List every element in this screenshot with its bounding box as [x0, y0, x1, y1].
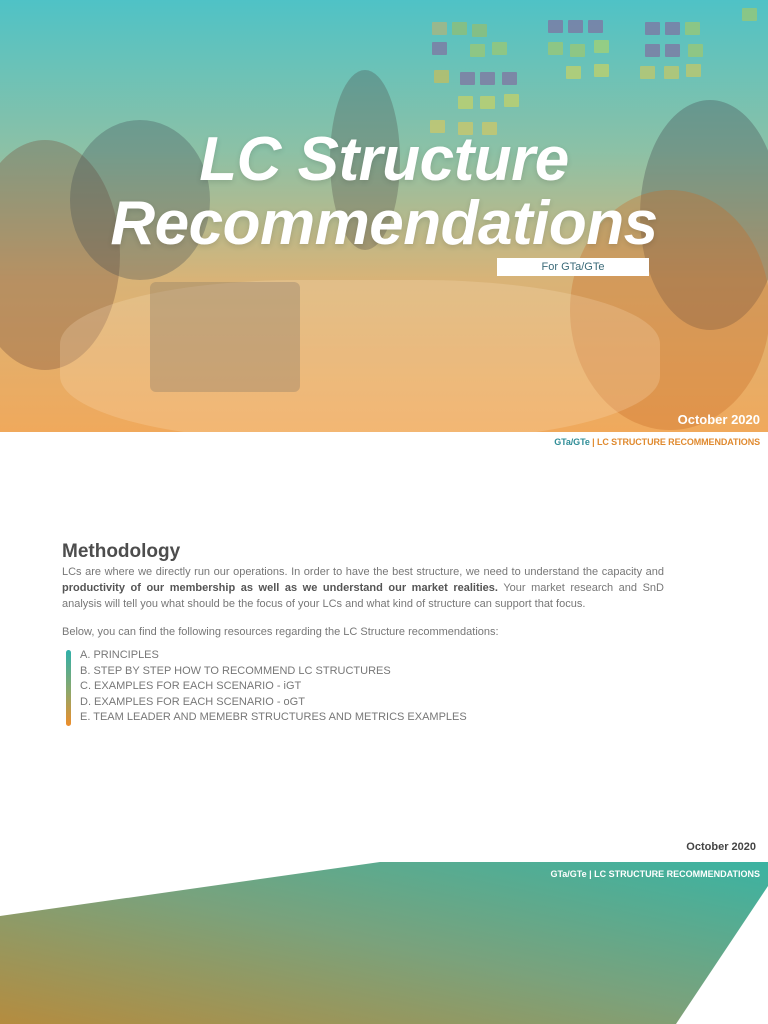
bottom-date: October 2020	[686, 841, 756, 853]
header-brand-label	[554, 437, 760, 447]
cover-title-line2: Recommendations	[110, 189, 658, 258]
brand-text: LC STRUCTURE RECOMMENDATIONS	[596, 437, 760, 447]
cover-title	[0, 125, 768, 258]
list-item: A. PRINCIPLES	[80, 649, 159, 661]
list-item: D. EXAMPLES FOR EACH SCENARIO - oGT	[80, 695, 305, 708]
bottom-brand-label: GTa/GTe | LC STRUCTURE RECOMMENDATIONS	[550, 869, 760, 879]
brand-prefix: GTa/GTe	[554, 437, 590, 447]
list-item: E. TEAM LEADER AND MEMEBR STRUCTURES AND METRICS EXAMPLES	[80, 711, 467, 723]
cover-subtitle: For GTa/GTe	[497, 258, 649, 276]
list-item: C. EXAMPLES FOR EACH SCENARIO - iGT	[80, 680, 302, 692]
cover-hero	[0, 0, 768, 432]
methodology-heading: Methodology	[62, 541, 181, 562]
methodology-paragraph-bold: productivity of our membership as well as we understand our market realities.	[62, 582, 498, 594]
resources-gradient-bar	[66, 650, 71, 726]
bottom-gradient-band	[0, 862, 768, 1024]
brand-separator: |	[589, 437, 597, 447]
resources-list	[62, 648, 664, 726]
resources-intro: Below, you can find the following resources regarding the LC Structure recommendations:	[62, 626, 499, 638]
methodology-paragraph-part2: Your market research and SnD analysis will tell you what should be the focus of your LCs and what kind of structure can support that focus.	[62, 582, 664, 610]
list-item: B. STEP BY STEP HOW TO RECOMMEND LC STRUCTURES	[80, 664, 391, 677]
hero-photo-laptop	[150, 282, 300, 392]
methodology-paragraph-part1: LCs are where we directly run our operations. In order to have the best structure, we need to understand the capacity and	[62, 566, 664, 578]
cover-date: October 2020	[677, 412, 760, 427]
cover-title-line1: LC Structure	[199, 125, 569, 194]
methodology-section	[62, 540, 664, 726]
methodology-paragraph	[62, 564, 664, 612]
